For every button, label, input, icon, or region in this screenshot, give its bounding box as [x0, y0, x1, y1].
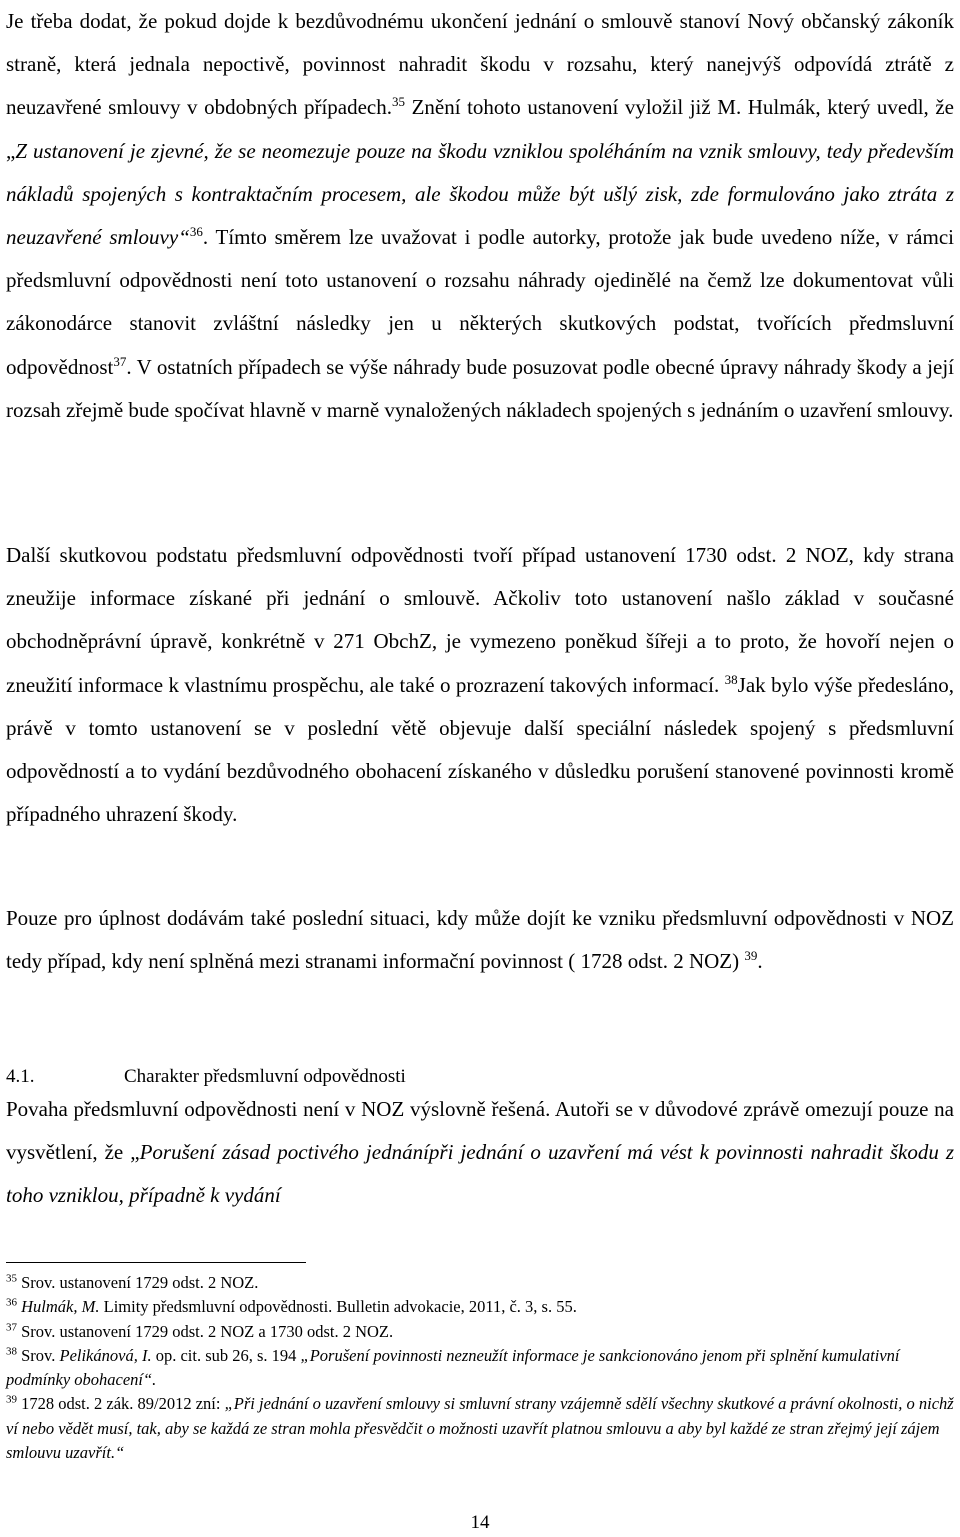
- footnote-39: [6, 1392, 954, 1465]
- footnote-text: Srov.: [17, 1345, 60, 1365]
- section-heading: [6, 1065, 406, 1089]
- footnote-37: [6, 1320, 954, 1344]
- footnote-35: [6, 1271, 954, 1295]
- paragraph-text: Povaha předsmluvní odpovědnosti není v NOZ výslovně řešená. Autoři se v důvodové zprávě omezují pouze na vysvětlení, že „: [6, 1097, 954, 1165]
- footnote-text: op. cit. sub 26, s. 194: [151, 1345, 301, 1365]
- paragraph-text: Další skutkovou podstatu předsmluvní odpovědnosti tvoří případ ustanovení 1730 odst. 2 NOZ, kdy strana zneužije informace získané při jednání o smlouvě. Ačkoliv toto ustanovení našlo základ v současné obchodněprávní úpravě, konkrétně v 271 ObchZ, je vymezeno poněkud šířeji a to proto, že hovoří nejen o zneužití informace k vlastnímu prospěchu, ale také o prozrazení takových informací.: [6, 543, 954, 697]
- quote-mark: “: [178, 225, 190, 250]
- paragraph-text: Je třeba dodat, že pokud dojde k bezdůvodnému ukončení jednání o smlouvě stanoví Nový občanský zákoník straně, která jednala nepoctivě, povinnost nahradit škodu v rozsahu, který nanejvýš odpovídá ztrátě z neuzavřené smlouvy v obdobných případech.: [6, 9, 954, 120]
- footnote-text: 1728 odst. 2 zák. 89/2012 zní:: [17, 1394, 225, 1414]
- hulmak-quote: Z ustanovení je zjevné, že se neomezuje pouze na škodu vzniklou spoléháním na vznik smlouvy, tedy především nákladů spojených s kontraktačním procesem, ale škodou může být ušlý zisk, zde formulováno jako ztráta z neuzavřené smlouvy: [6, 138, 954, 250]
- footnote-text: Limity předsmluvní odpovědnosti. Bulletin advokacie, 2011, č. 3, s. 55.: [99, 1297, 577, 1317]
- footnote-number: 39: [6, 1393, 17, 1406]
- paragraph-text: . V ostatních případech se výše náhrady bude posuzovat podle obecné úpravy náhrady škody a její rozsah zřejmě bude spočívat hlavně v marně vynaložených nákladech spojených s jednáním o uzavření smlouvy.: [6, 354, 954, 422]
- paragraph-text: .: [757, 949, 763, 974]
- footnote-ref-36[interactable]: 36: [189, 224, 203, 240]
- paragraph-text: . Tímto směrem lze uvažovat i podle autorky, protože jak bude uvedeno níže, v rámci předsmluvní odpovědnosti není toto ustanovení o rozsahu náhrady ojedinělé na čemž lze dokumentovat vůli zákonodárce stanovit zvláštní následky jen u některých skutkových podstat, tvořících předmsluvní odpovědnost: [6, 225, 954, 379]
- footnote-ref-37[interactable]: 37: [113, 353, 127, 369]
- footnote-text: Srov. ustanovení 1729 odst. 2 NOZ a 1730 odst. 2 NOZ.: [17, 1321, 394, 1341]
- footnote-ref-39[interactable]: 39: [744, 948, 758, 964]
- footnote-separator: [6, 1262, 306, 1263]
- footnote-number: 38: [6, 1345, 17, 1358]
- footnote-author: Hulmák, M.: [21, 1297, 100, 1317]
- paragraph-text: Jak bylo výše předesláno, právě v tomto ustanovení se v poslední větě objevuje další speciální následek spojený s předsmluvní odpovědností a to vydání bezdůvodného obohacení získaného v důsledku porušení stanovené povinnosti kromě případného uhrazení škody.: [6, 672, 954, 827]
- footnote-36: [6, 1295, 954, 1319]
- paragraph-text: Znění tohoto ustanovení vyložil již M. Hulmák, který uvedl, že „: [6, 95, 954, 163]
- footnote-ref-35[interactable]: 35: [392, 94, 406, 110]
- footnote-quote: „Porušení povinnosti nezneužít informace je sankcionováno jenom při splnění kumulativní podmínky obohacení“.: [6, 1345, 900, 1390]
- footnote-author: Pelikánová, I.: [59, 1345, 152, 1365]
- footnote-ref-38[interactable]: 38: [724, 671, 738, 687]
- paragraph-text: Pouze pro úplnost dodávám také poslední situaci, kdy může dojít ke vzniku předsmluvní odpovědnosti v NOZ tedy případ, kdy není splněná mezi stranami informační povinnost ( 1728 odst. 2 NOZ): [6, 906, 954, 974]
- paragraph-damages-scope: [6, 0, 954, 432]
- footnote-number: 36: [6, 1296, 17, 1309]
- paragraph-liability-nature: [6, 1088, 954, 1218]
- footnote-number: 37: [6, 1321, 17, 1334]
- paragraph-information-misuse: [6, 534, 954, 836]
- footnote-text: Srov. ustanovení 1729 odst. 2 NOZ.: [17, 1273, 259, 1292]
- footnote-number: 35: [6, 1272, 17, 1285]
- section-number: 4.1.: [6, 1066, 35, 1087]
- page-number: 14: [470, 1512, 490, 1533]
- paragraph-information-duty: [6, 897, 954, 983]
- explanatory-report-quote: Porušení zásad poctivého jednánípři jednání o uzavření má vést k povinnosti nahradit škodu z toho vzniklou, případně k vydání: [6, 1140, 955, 1208]
- footnote-quote: „Při jednání o uzavření smlouvy si smluvní strany vzájemně sdělí všechny skutkové a právní okolnosti, o nichž ví nebo vědět musí, tak, aby se každá ze stran mohla přesvědčit o možnosti uzavřít platnou smlouvu a aby byl každé ze stran zřejmý její zájem smlouvu uzavřít.“: [6, 1394, 954, 1463]
- footnote-38: [6, 1344, 954, 1393]
- footnotes: [6, 1271, 954, 1465]
- section-title: Charakter předsmluvní odpovědnosti: [124, 1066, 406, 1087]
